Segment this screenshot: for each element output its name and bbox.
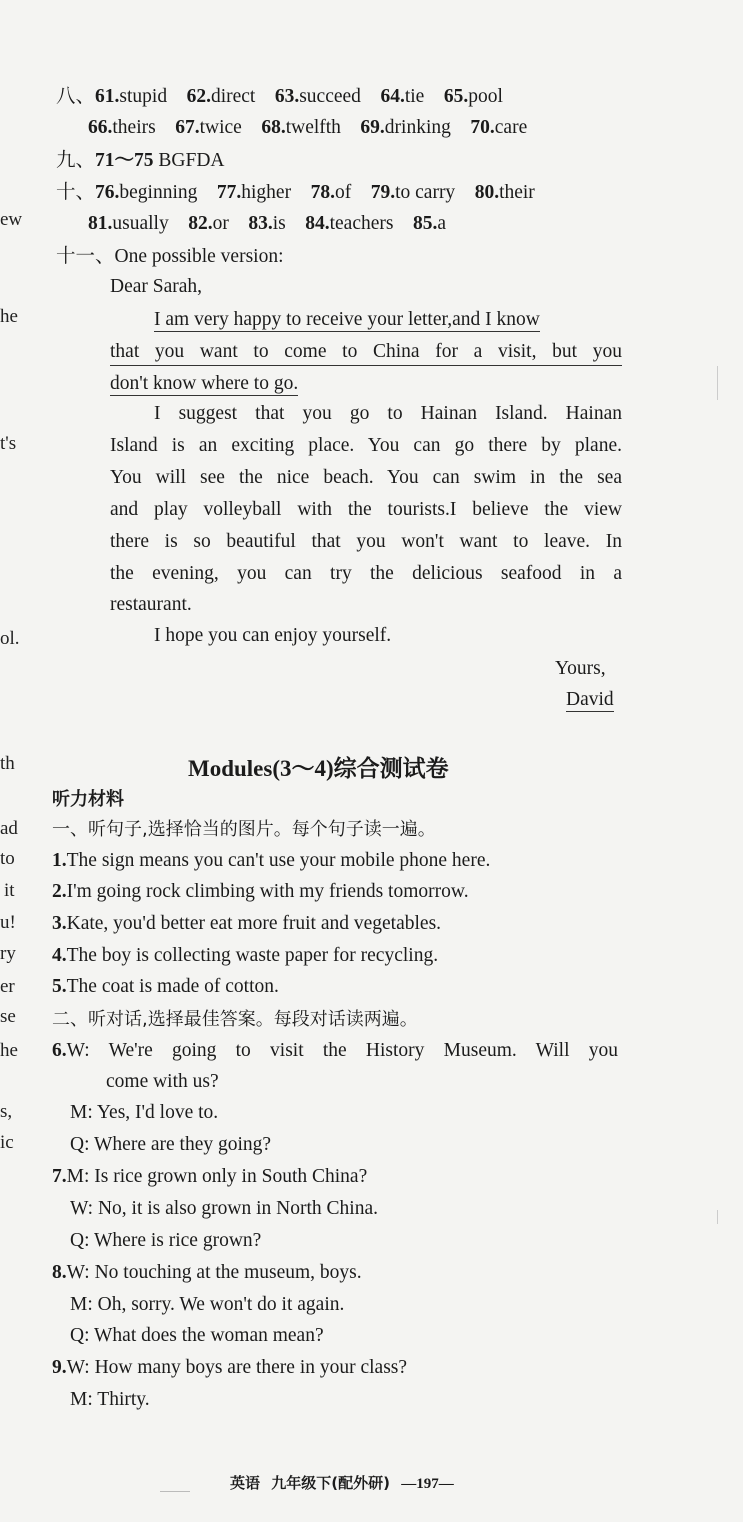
dialogue-line: Q: Where is rice grown? — [70, 1230, 262, 1251]
margin-fragment: ic — [0, 1132, 14, 1153]
dialogue-line: M: Oh, sorry. We won't do it again. — [70, 1294, 345, 1315]
test-title: Modules(3～4)综合测试卷 — [188, 756, 449, 781]
letter-greeting: Dear Sarah, — [110, 276, 203, 297]
dialogue-line: 8.W: No touching at the museum, boys. — [52, 1262, 362, 1283]
dialogue-line: 7.M: Is rice grown only in South China? — [52, 1166, 368, 1187]
part2-header: 二、听对话,选择最佳答案。每段对话读两遍。 — [52, 1009, 418, 1030]
answer-line-1: 八、61.stupid 62.direct 63.succeed 64.tie 65.pool — [56, 84, 503, 107]
margin-fragment: t's — [0, 433, 17, 454]
dialogue-line: 6.W: We're going to visit the History Museum. Will you — [52, 1040, 618, 1061]
letter-paragraph-line: I am very happy to receive your letter,and I know — [154, 309, 540, 330]
letter-paragraph-line: that you want to come to China for a visit, but you — [110, 340, 622, 366]
scan-edge-mark — [717, 366, 718, 400]
scan-edge-mark — [717, 1210, 718, 1224]
dialogue-line: Q: Where are they going? — [70, 1134, 272, 1155]
answer-line-6: 十一、One possible version: — [56, 244, 284, 267]
letter-closing: Yours, — [555, 658, 606, 679]
dialogue-line: come with us? — [106, 1071, 219, 1092]
margin-fragment: u! — [0, 912, 16, 933]
listening-item: 1.The sign means you can't use your mobile phone here. — [52, 850, 491, 871]
margin-fragment: ol. — [0, 628, 20, 649]
letter-paragraph-line: restaurant. — [110, 594, 192, 615]
dialogue-line: Q: What does the woman mean? — [70, 1325, 324, 1346]
listening-item: 3.Kate, you'd better eat more fruit and vegetables. — [52, 913, 442, 934]
page-number: —197— — [401, 1476, 454, 1492]
letter-paragraph-line: I suggest that you go to Hainan Island. Hainan — [154, 403, 622, 424]
dialogue-line: M: Thirty. — [70, 1389, 150, 1410]
answer-line-3: 九、71～75 BGFDA — [56, 148, 225, 171]
margin-fragment: to — [0, 848, 15, 869]
answer-line-4: 十、76.beginning 77.higher 78.of 79.to carry 80.their — [56, 180, 535, 203]
listening-item: 2.I'm going rock climbing with my friends tomorrow. — [52, 881, 469, 902]
margin-fragment: it — [4, 880, 15, 901]
letter-paragraph-line: and play volleyball with the tourists.I believe the view — [110, 499, 622, 520]
letter-paragraph-line: there is so beautiful that you won't want to leave. In — [110, 531, 622, 552]
letter-paragraph-line: Island is an exciting place. You can go there by plane. — [110, 435, 622, 456]
dialogue-line: W: No, it is also grown in North China. — [70, 1198, 379, 1219]
margin-fragment: se — [0, 1006, 16, 1027]
dialogue-line: M: Yes, I'd love to. — [70, 1102, 219, 1123]
letter-paragraph-line: I hope you can enjoy yourself. — [154, 625, 392, 646]
margin-fragment: he — [0, 1040, 18, 1061]
page-footer: 英语 九年级下(配外研) —197— — [230, 1474, 454, 1492]
margin-fragment: ry — [0, 943, 16, 964]
margin-fragment: s, — [0, 1101, 13, 1122]
scan-mark — [160, 1491, 190, 1492]
dialogue-line: 9.W: How many boys are there in your class? — [52, 1357, 408, 1378]
letter-paragraph-line: You will see the nice beach. You can swim in the sea — [110, 467, 622, 488]
section-label: 听力材料 — [52, 789, 124, 810]
answer-line-5: 81.usually 82.or 83.is 84.teachers 85.a — [88, 213, 447, 234]
listening-item: 5.The coat is made of cotton. — [52, 976, 279, 997]
letter-paragraph-line: don't know where to go. — [110, 373, 299, 394]
letter-signature: David — [566, 689, 614, 710]
part1-header: 一、听句子,选择恰当的图片。每个句子读一遍。 — [52, 819, 436, 840]
answer-line-2: 66.theirs 67.twice 68.twelfth 69.drinking 70.care — [88, 117, 528, 138]
letter-paragraph-line: the evening, you can try the delicious seafood in a — [110, 563, 622, 584]
margin-fragment: he — [0, 306, 18, 327]
listening-item: 4.The boy is collecting waste paper for recycling. — [52, 945, 439, 966]
margin-fragment: ew — [0, 209, 23, 230]
margin-fragment: ad — [0, 818, 18, 839]
margin-fragment: th — [0, 753, 15, 774]
margin-fragment: er — [0, 976, 15, 997]
